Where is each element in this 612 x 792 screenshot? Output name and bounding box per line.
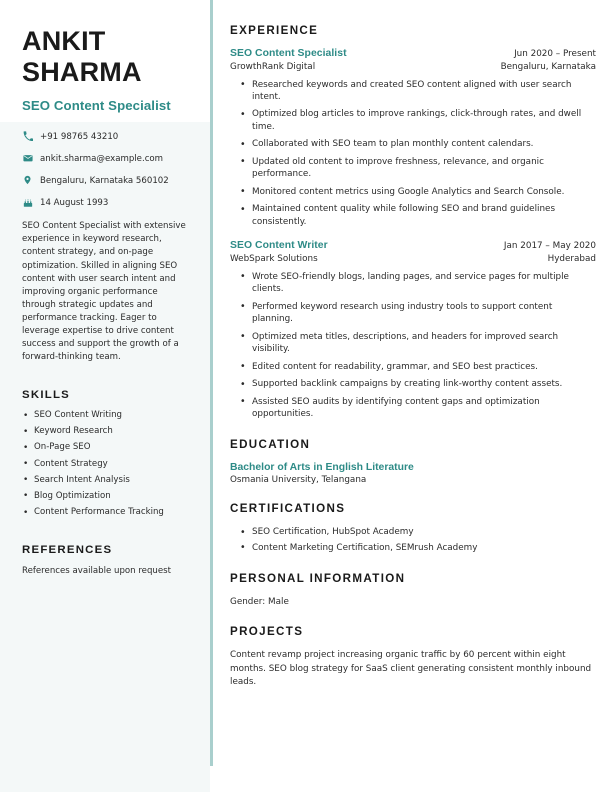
list-item: • Optimized meta titles, descriptions, and headers for improved search visibility. [240, 331, 596, 356]
list-item: • Updated old content to improve freshness, relevance, and organic performance. [240, 156, 596, 181]
list-item: • Performed keyword research using industry tools to support content planning. [240, 301, 596, 326]
personal-information-heading: PERSONAL INFORMATION [230, 571, 406, 585]
job-company: GrowthRank Digital [230, 61, 316, 72]
list-item: • Maintained content quality while following SEO and brand guidelines consistently. [240, 203, 596, 228]
envelope-icon [22, 153, 33, 164]
contact-list [22, 132, 188, 210]
sidebar [0, 0, 210, 792]
skills-list [22, 410, 188, 519]
list-item: • SEO Certification, HubSpot Academy [240, 526, 596, 539]
list-item: • Monitored content metrics using Google Analytics and Search Console. [240, 186, 596, 198]
candidate-job-title: SEO Content Specialist [22, 97, 171, 113]
personal-information-text: Gender: Male [230, 596, 289, 607]
contact-item-phone [22, 132, 188, 143]
contact-item-email [22, 154, 188, 165]
list-item: • Assisted SEO audits by identifying content gaps and optimization opportunities. [240, 396, 596, 421]
contact-item-birthdate [22, 198, 188, 209]
location-value: Bengaluru, Karnataka 560102 [40, 175, 169, 186]
experience-entry [230, 48, 596, 228]
certifications-section [230, 502, 596, 555]
list-item: • Keyword Research [22, 426, 188, 438]
list-item: • SEO Content Writing [22, 410, 188, 422]
job-role: SEO Content Specialist [230, 48, 347, 59]
list-item: • Collaborated with SEO team to plan monthly content calendars. [240, 138, 596, 150]
education-section [230, 438, 596, 486]
main-column [210, 0, 612, 792]
contact-item-location [22, 176, 188, 187]
education-heading: EDUCATION [230, 437, 311, 451]
list-item: • Optimized blog articles to improve rankings, click-through rates, and dwell time. [240, 108, 596, 133]
list-item: • Search Intent Analysis [22, 475, 188, 487]
personal-information-section [230, 572, 596, 609]
birthday-cake-icon [22, 197, 33, 208]
experience-section [230, 24, 596, 421]
list-item: • Researched keywords and created SEO content aligned with user search intent. [240, 79, 596, 104]
list-item: • Content Strategy [22, 459, 188, 471]
column-divider [210, 0, 213, 766]
references-text: References available upon request [22, 565, 172, 576]
list-item: • Blog Optimization [22, 491, 188, 503]
list-item: • Supported backlink campaigns by creating link-worthy content assets. [240, 378, 596, 390]
list-item: • Wrote SEO-friendly blogs, landing pages, and service pages for multiple clients. [240, 271, 596, 296]
projects-heading: PROJECTS [230, 625, 304, 639]
job-company: WebSpark Solutions [230, 253, 318, 264]
candidate-name: ANKIT SHARMA [22, 26, 142, 88]
education-school: Osmania University, Telangana [230, 475, 367, 486]
birthdate-value: 14 August 1993 [40, 198, 109, 209]
experience-heading: EXPERIENCE [230, 24, 319, 37]
profile-summary: SEO Content Specialist with extensive experience in keyword research, content strategy, and on-page optimization. Skilled in aligning SEO content with user search intent and improving organic performance through strategic updates and performance tracking. Eager to leverage expertise to drive content success and support the growth of a forward-thinking team. [22, 221, 186, 362]
job-location: Hyderabad [547, 253, 596, 264]
certifications-heading: CERTIFICATIONS [230, 502, 346, 516]
list-item: • Edited content for readability, grammar, and SEO best practices. [240, 361, 596, 373]
job-bullets [230, 79, 596, 229]
job-location: Bengaluru, Karnataka [500, 61, 596, 72]
list-item: • Content Performance Tracking [22, 507, 188, 519]
education-degree: Bachelor of Arts in English Literature [230, 461, 414, 473]
list-item: • Content Marketing Certification, SEMrush Academy [240, 542, 596, 555]
skills-heading: SKILLS [22, 389, 71, 401]
references-heading: REFERENCES [22, 543, 113, 556]
experience-entry [230, 240, 596, 420]
job-dates: Jun 2020 – Present [514, 49, 596, 59]
job-role: SEO Content Writer [230, 240, 328, 252]
projects-text: Content revamp project increasing organic traffic by 60 percent within eight months. SEO blog strategy for SaaS client generating consistent monthly inbound leads. [230, 650, 592, 687]
list-item: • On-Page SEO [22, 442, 188, 454]
location-pin-icon [22, 175, 33, 186]
job-bullets [230, 271, 596, 421]
certifications-list [230, 526, 596, 555]
email-value: ankit.sharma@example.com [40, 153, 164, 164]
job-dates: Jan 2017 – May 2020 [503, 241, 596, 252]
phone-icon [22, 131, 33, 142]
projects-section [230, 625, 596, 689]
phone-value: +91 98765 43210 [40, 131, 119, 142]
